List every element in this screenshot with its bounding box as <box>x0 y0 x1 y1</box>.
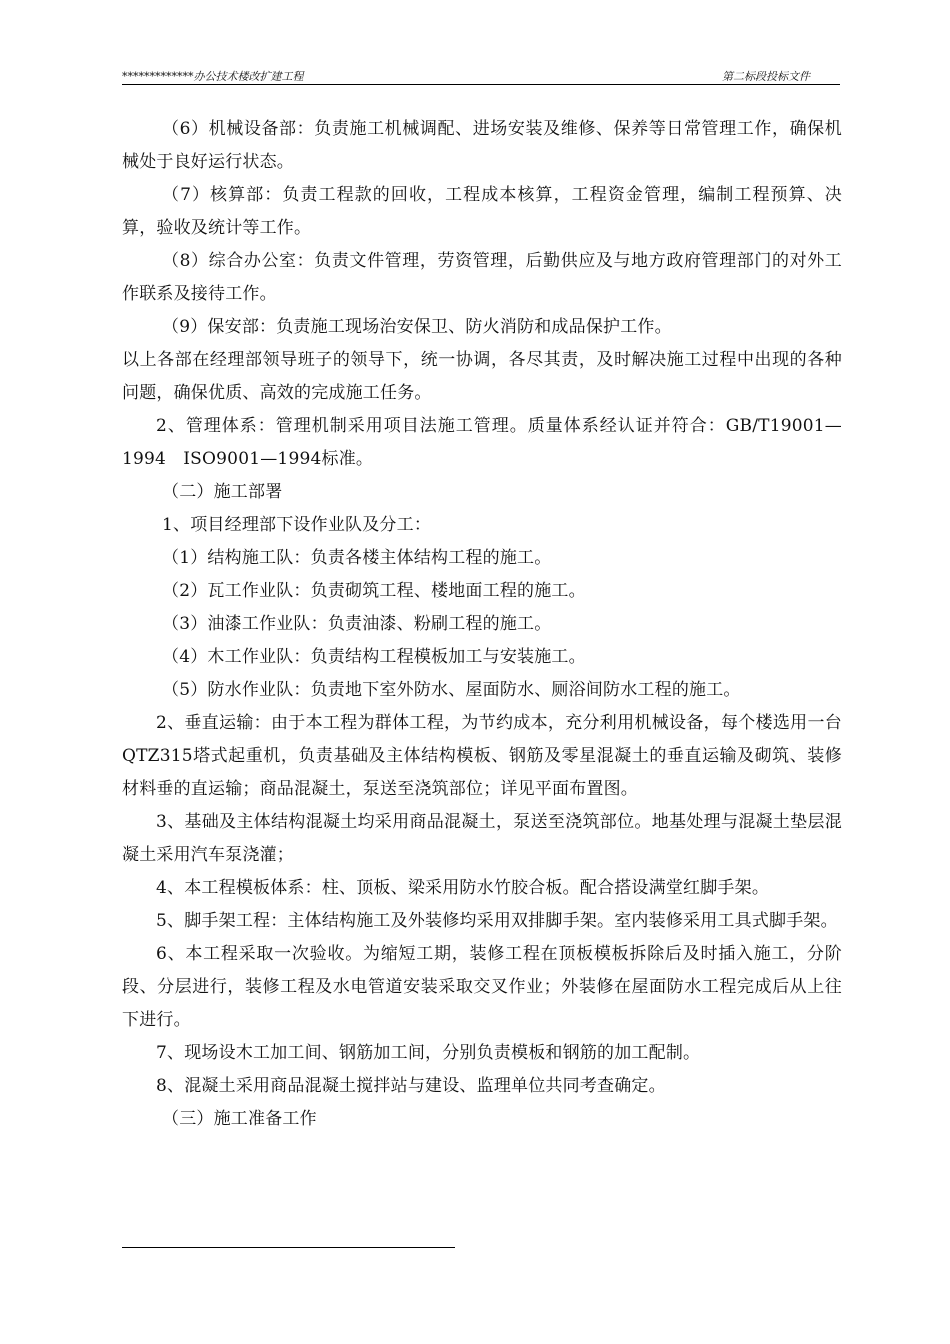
paragraph: 3、基础及主体结构混凝土均采用商品混凝土，泵送至浇筑部位。地基处理与混凝土垫层混凝土采用汽车泵浇灌； <box>122 812 842 865</box>
paragraph: （7）核算部：负责工程款的回收，工程成本核算，工程资金管理，编制工程预算、决算，验收及统计等工作。 <box>122 185 842 238</box>
paragraph: 7、现场设木工加工间、钢筋加工间，分别负责模板和钢筋的加工配制。 <box>156 1043 701 1063</box>
paragraph: 4、本工程模板体系：柱、顶板、梁采用防水竹胶合板。配合搭设满堂红脚手架。 <box>156 878 770 898</box>
paragraph: 以上各部在经理部领导班子的领导下，统一协调，各尽其责，及时解决施工过程中出现的各种问题，确保优质、高效的完成施工任务。 <box>122 350 842 403</box>
paragraph: （8）综合办公室：负责文件管理，劳资管理，后勤供应及与地方政府管理部门的对外工作联系及接待工作。 <box>122 251 842 304</box>
list-item: （3）油漆工作业队：负责油漆、粉刷工程的施工。 <box>162 614 552 634</box>
paragraph: （9）保安部：负责施工现场治安保卫、防火消防和成品保护工作。 <box>162 317 672 337</box>
list-item: （4）木工作业队：负责结构工程模板加工与安装施工。 <box>162 647 586 667</box>
header-project-title: *************办公技术楼改扩建工程 <box>122 70 304 83</box>
page-header <box>122 64 840 85</box>
paragraph: 5、脚手架工程：主体结构施工及外装修均采用双排脚手架。室内装修采用工具式脚手架。 <box>156 911 838 931</box>
list-item: （5）防水作业队：负责地下室外防水、屋面防水、厕浴间防水工程的施工。 <box>162 680 741 700</box>
list-item: （1）结构施工队：负责各楼主体结构工程的施工。 <box>162 548 552 568</box>
section-heading: （三）施工准备工作 <box>162 1109 317 1129</box>
header-document-title: 第二标段投标文件 <box>722 70 810 83</box>
section-heading: （二）施工部署 <box>162 482 283 502</box>
footnote-divider <box>122 1247 455 1248</box>
paragraph: 6、本工程采取一次验收。为缩短工期，装修工程在顶板模板拆除后及时插入施工，分阶段、分层进行，装修工程及水电管道安装采取交叉作业；外装修在屋面防水工程完成后从上往下进行。 <box>122 944 842 1030</box>
list-item: （2）瓦工作业队：负责砌筑工程、楼地面工程的施工。 <box>162 581 586 601</box>
paragraph: （6）机械设备部：负责施工机械调配、进场安装及维修、保养等日常管理工作，确保机械处于良好运行状态。 <box>122 119 842 172</box>
paragraph: 8、混凝土采用商品混凝土搅拌站与建设、监理单位共同考查确定。 <box>156 1076 666 1096</box>
paragraph: 1、项目经理部下设作业队及分工： <box>162 515 432 535</box>
paragraph: 2、垂直运输：由于本工程为群体工程，为节约成本，充分利用机械设备，每个楼选用一台QTZ315塔式起重机，负责基础及主体结构模板、钢筋及零星混凝土的垂直运输及砌筑、装修材料垂的直运输；商品混凝土，泵送至浇筑部位；详见平面布置图。 <box>122 713 842 799</box>
paragraph: 2、管理体系：管理机制采用项目法施工管理。质量体系经认证并符合：GB/T19001—1994 ISO9001—1994标准。 <box>122 416 842 469</box>
document-body <box>122 113 842 1136</box>
